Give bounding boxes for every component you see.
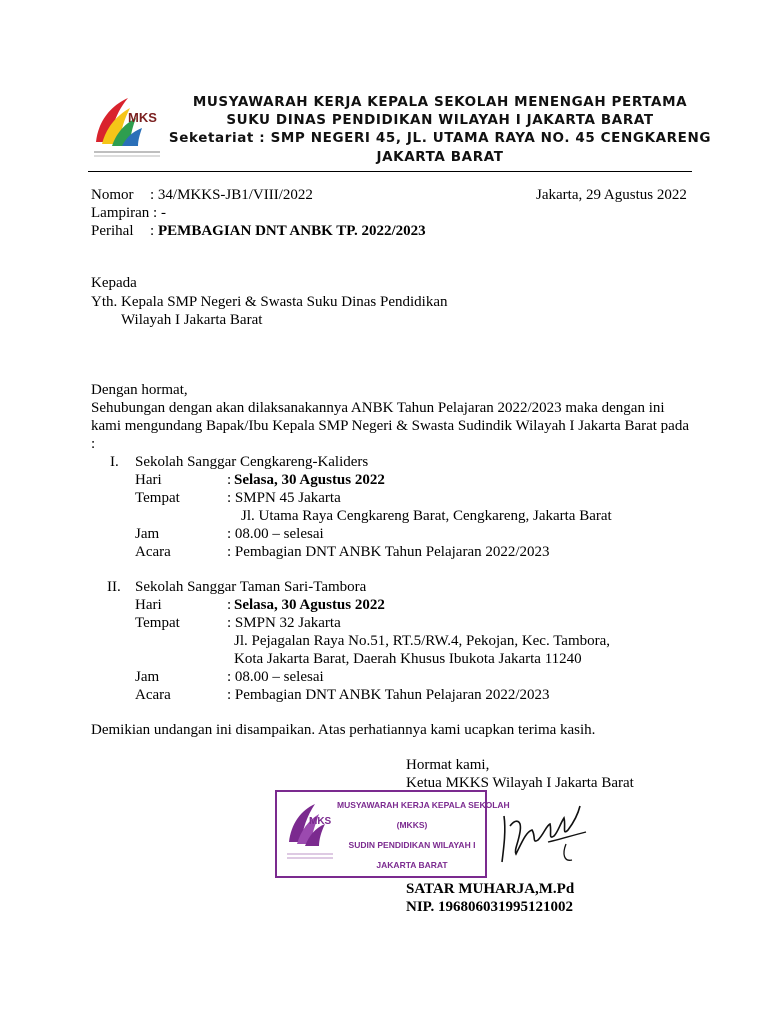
section-1-hari-value: Selasa, 30 Agustus 2022	[234, 472, 385, 488]
section-2-tempat-label: Tempat	[135, 615, 180, 631]
section-2-acara-label: Acara	[135, 687, 171, 703]
signatory-role: Ketua MKKS Wilayah I Jakarta Barat	[406, 775, 634, 791]
section-2-title: Sekolah Sanggar Taman Sari-Tambora	[135, 579, 367, 595]
official-stamp	[275, 790, 510, 878]
logo-text: MKS	[128, 110, 157, 125]
nomor-value: : 34/MKKS-JB1/VIII/2022	[150, 187, 313, 203]
stamp-line-2: (MKKS)	[396, 820, 428, 830]
letter-date: Jakarta, 29 Agustus 2022	[536, 187, 687, 203]
stamp-line-4: JAKARTA BARAT	[376, 860, 448, 870]
section-1-jam-value: : 08.00 – selesai	[227, 526, 324, 542]
section-2-address-line-2: Kota Jakarta Barat, Daerah Khusus Ibukota Jakarta 11240	[234, 651, 582, 667]
section-2-hari-label: Hari	[135, 597, 162, 613]
section-2-hari-colon: :	[227, 597, 232, 613]
section-2-jam-label: Jam	[135, 669, 160, 685]
header-line-2: SUKU DINAS PENDIDIKAN WILAYAH I JAKARTA BARAT	[226, 112, 654, 128]
perihal-colon: :	[150, 223, 155, 239]
section-1-address: Jl. Utama Raya Cengkareng Barat, Cengkareng, Jakarta Barat	[241, 508, 612, 524]
body-paragraph-line-2: kami mengundang Bapak/Ibu Kepala SMP Negeri & Swasta Sudindik Wilayah I Jakarta Barat pada	[91, 418, 690, 434]
section-1-acara-label: Acara	[135, 544, 171, 560]
perihal-label: Perihal	[91, 223, 134, 239]
section-2-jam-value: : 08.00 – selesai	[227, 669, 324, 685]
header-divider	[88, 171, 692, 172]
header-line-3: Seketariat : SMP NEGERI 45, JL. UTAMA RAYA NO. 45 CENGKARENG	[168, 130, 712, 146]
lampiran: Lampiran : -	[91, 205, 166, 221]
recipient-line-1: Yth. Kepala SMP Negeri & Swasta Suku Dinas Pendidikan	[91, 294, 448, 310]
stamp-logo-text: MKS	[309, 816, 332, 827]
section-1-hari-colon: :	[227, 472, 232, 488]
section-1-number: I.	[110, 454, 119, 470]
perihal-value: PEMBAGIAN DNT ANBK TP. 2022/2023	[158, 223, 426, 239]
mkks-logo	[88, 92, 166, 164]
signatory-name: SATAR MUHARJA,M.Pd	[406, 881, 575, 897]
stamp-line-1: MUSYAWARAH KERJA KEPALA SEKOLAH	[337, 800, 510, 810]
handwritten-signature	[492, 796, 592, 874]
recipient-line-2: Wilayah I Jakarta Barat	[121, 312, 263, 328]
section-1-tempat-value: : SMPN 45 Jakarta	[227, 490, 341, 506]
header-line-1: MUSYAWARAH KERJA KEPALA SEKOLAH MENENGAH PERTAMA	[192, 94, 688, 110]
stamp-line-3: SUDIN PENDIDIKAN WILAYAH I	[348, 840, 476, 850]
section-1-tempat-label: Tempat	[135, 490, 180, 506]
section-2-number: II.	[107, 579, 121, 595]
stamp-logo-icon	[283, 798, 339, 870]
section-1-hari-label: Hari	[135, 472, 162, 488]
body-paragraph-line-3: :	[91, 436, 96, 452]
greeting: Dengan hormat,	[91, 382, 188, 398]
section-2-tempat-value: : SMPN 32 Jakarta	[227, 615, 341, 631]
section-2-hari-value: Selasa, 30 Agustus 2022	[234, 597, 385, 613]
body-paragraph-line-1: Sehubungan dengan akan dilaksanakannya ANBK Tahun Pelajaran 2022/2023 maka dengan ini	[91, 400, 665, 416]
closing-hormat: Hormat kami,	[406, 757, 490, 773]
closing-text: Demikian undangan ini disampaikan. Atas perhatiannya kami ucapkan terima kasih.	[91, 722, 596, 738]
section-2-acara-value: : Pembagian DNT ANBK Tahun Pelajaran 2022/2023	[227, 687, 550, 703]
nomor-label: Nomor	[91, 187, 134, 203]
section-2-address-line-1: Jl. Pejagalan Raya No.51, RT.5/RW.4, Pekojan, Kec. Tambora,	[234, 633, 611, 649]
signatory-nip: NIP. 196806031995121002	[406, 899, 573, 915]
header-line-4: JAKARTA BARAT	[376, 149, 504, 165]
section-1-acara-value: : Pembagian DNT ANBK Tahun Pelajaran 2022/2023	[227, 544, 550, 560]
section-1-title: Sekolah Sanggar Cengkareng-Kaliders	[135, 454, 369, 470]
section-1-jam-label: Jam	[135, 526, 160, 542]
kepada: Kepada	[91, 275, 137, 291]
